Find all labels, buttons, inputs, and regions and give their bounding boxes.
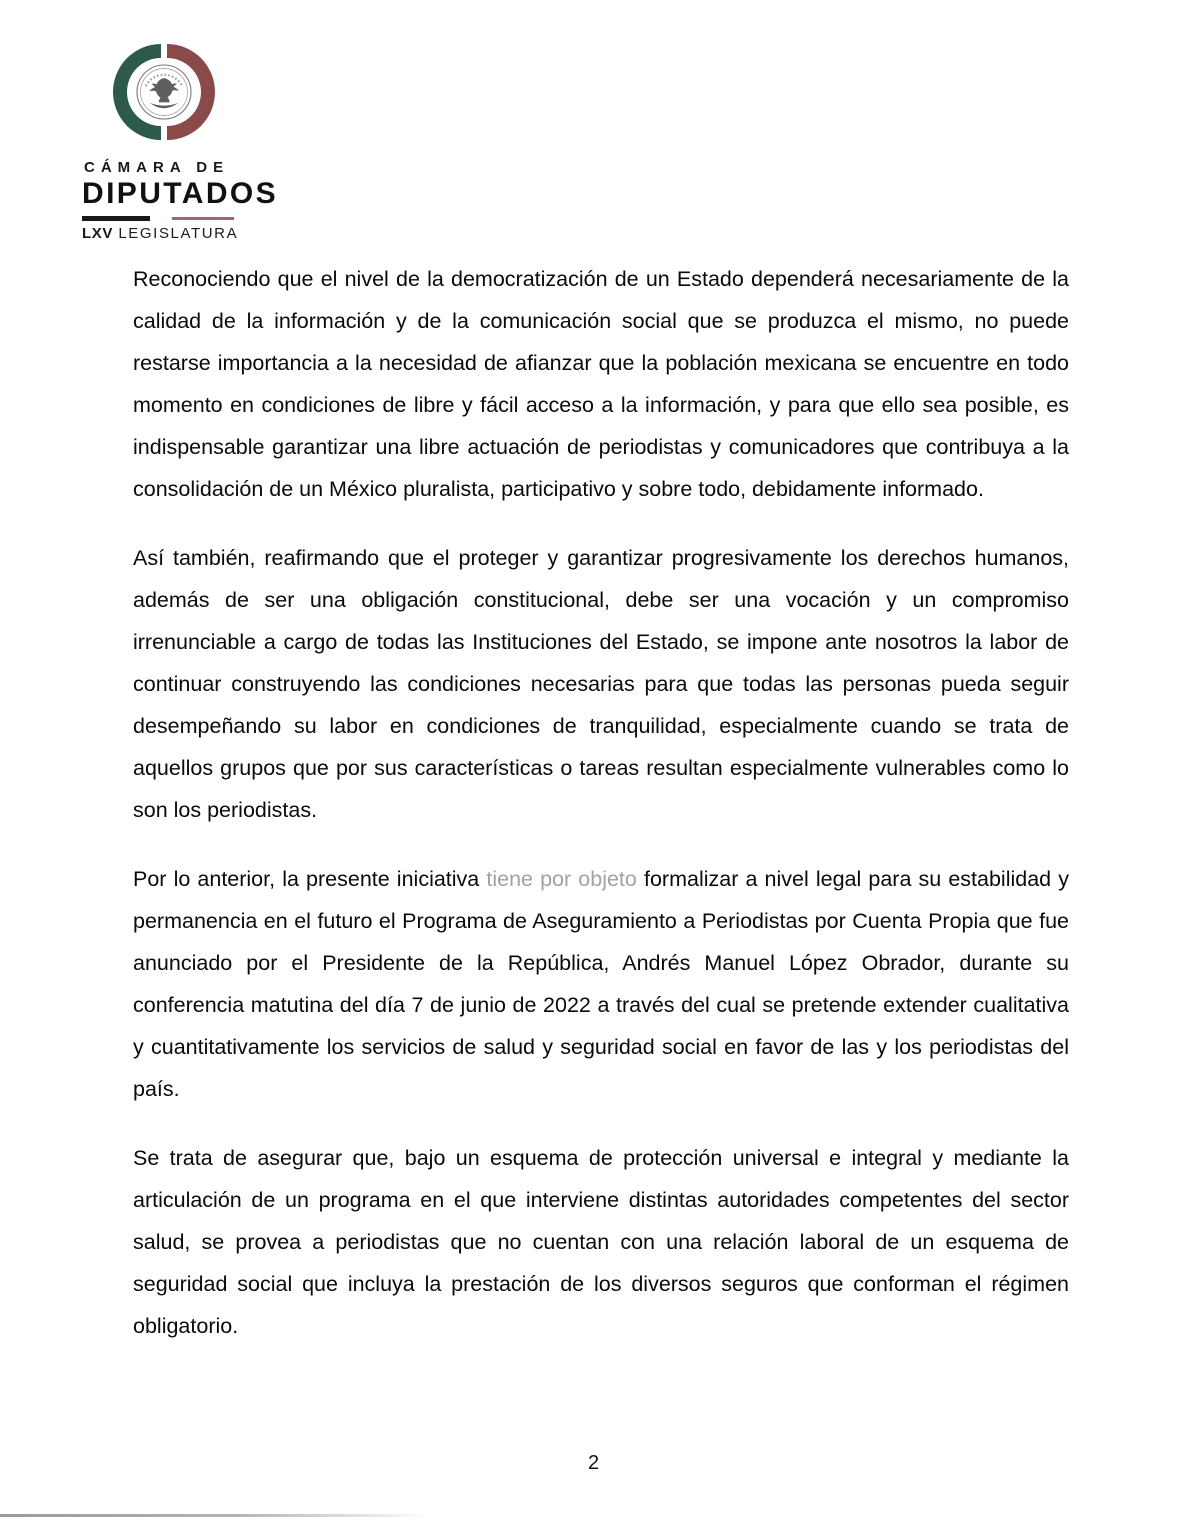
brand-divider-red-bar xyxy=(172,217,234,220)
scan-edge-artifact xyxy=(0,1514,430,1517)
page-number: 2 xyxy=(587,1452,600,1474)
brand-divider-gap xyxy=(150,216,172,221)
emblem-svg xyxy=(110,38,218,146)
brand-line-camara-de: CÁMARA DE xyxy=(84,159,230,176)
brand-line-legislatura xyxy=(82,226,322,241)
brand-line-diputados: DIPUTADOS xyxy=(82,177,279,210)
mexican-coat-of-arms-emblem xyxy=(110,38,218,146)
brand-divider-dark-bar xyxy=(82,216,150,221)
paragraph-3-faded-text: tiene por objeto xyxy=(486,867,637,891)
paragraph-3-part-after: formalizar a nivel legal para su estabilidad y permanencia en el futuro el Programa de Aseguramiento a Periodistas por Cuenta Propia que fue anunciado por el Presidente de la República, Andrés Manuel López Obrador, durante su conferencia matutina del día 7 de junio de 2022 a través del cual se pretende extender cualitativa y cuantitativamente los servicios de salud y seguridad social en favor de las y los periodistas del país. xyxy=(133,867,1069,1101)
paragraph-3 xyxy=(133,858,1069,1110)
paragraph-1: Reconociendo que el nivel de la democratización de un Estado dependerá necesariamente de la calidad de la información y de la comunicación social que se produzca el mismo, no puede restarse importancia a la necesidad de afianzar que la población mexicana se encuentre en todo momento en condiciones de libre y fácil acceso a la información, y para que ello sea posible, es indispensable garantizar una libre actuación de periodistas y comunicadores que contribuya a la consolidación de un México pluralista, participativo y sobre todo, debidamente informado. xyxy=(133,267,1069,501)
brand-wordmark xyxy=(82,160,322,241)
brand-legislature-number: LXV xyxy=(82,224,113,242)
document-body xyxy=(133,258,1069,1347)
paragraph-2: Así también, reafirmando que el proteger y garantizar progresivamente los derechos humanos, además de ser una obligación constitucional, debe ser una vocación y un compromiso irrenunciable a cargo de todas las Instituciones del Estado, se impone ante nosotros la labor de continuar construyendo las condiciones necesarias para que todas las personas pueda seguir desempeñando su labor en condiciones de tranquilidad, especialmente cuando se trata de aquellos grupos que por sus características o tareas resultan especialmente vulnerables como lo son los periodistas. xyxy=(133,546,1069,822)
brand-legislature-word: LEGISLATURA xyxy=(118,224,239,242)
letterhead xyxy=(82,38,322,241)
paragraph-3-part-before: Por lo anterior, la presente iniciativa xyxy=(133,867,487,891)
brand-divider xyxy=(82,215,234,222)
paragraph-4: Se trata de asegurar que, bajo un esquema de protección universal e integral y mediante la articulación de un programa en el que interviene distintas autoridades competentes del sector salud, se provea a periodistas que no cuentan con una relación laboral de un esquema de seguridad social que incluya la prestación de los diversos seguros que conforman el régimen obligatorio. xyxy=(133,1146,1069,1338)
